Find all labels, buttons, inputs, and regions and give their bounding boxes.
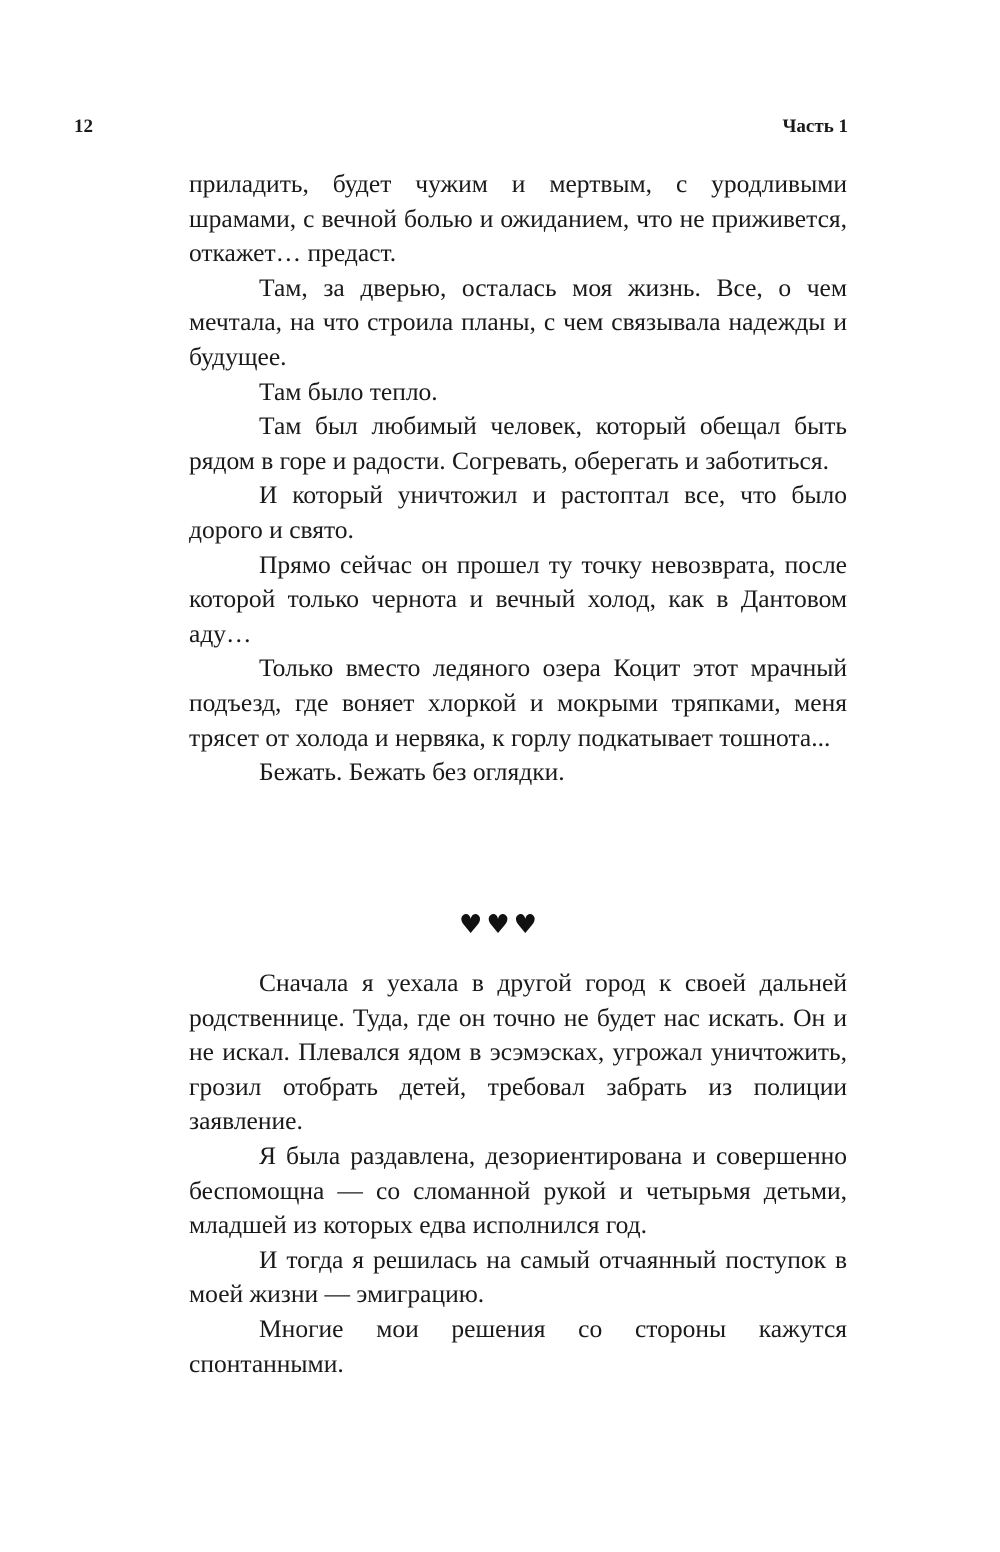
paragraph: Только вместо ледяного озера Коцит этот мрачный подъезд, где воняет хлоркой и мокрыми тряпками, меня трясет от холода и нервяка, к горлу подкатывает тошнота...	[189, 653, 847, 752]
running-section-title: Часть 1	[782, 116, 848, 137]
paragraph: И тогда я решилась на самый отчаянный поступок в моей жизни — эмиграцию.	[189, 1244, 847, 1309]
heart-icon: ♥	[459, 910, 487, 940]
section-separator	[0, 910, 1000, 940]
paragraph: И который уничтожил и растоптал все, что было дорого и свято.	[189, 480, 847, 544]
paragraph: Многие мои решения со стороны кажутся спонтанными.	[189, 1313, 847, 1378]
paragraph: Бежать. Бежать без оглядки.	[259, 757, 565, 787]
paragraph: приладить, будет чужим и мертвым, с уродливыми шрамами, с вечной болью и ожиданием, что не приживется, откажет… предаст.	[189, 169, 847, 268]
page-number: 12	[74, 116, 93, 137]
heart-icon: ♥	[486, 910, 514, 940]
paragraph: Там, за дверью, осталась моя жизнь. Все, о чем мечтала, на что строила планы, с чем связывала надежды и будущее.	[189, 272, 847, 371]
heart-icon: ♥	[513, 910, 541, 940]
text-block-top	[189, 167, 847, 790]
paragraph: Сначала я уехала в другой город к своей дальней родственнице. Туда, где он точно не будет нас искать. Он и не искал. Плевался ядом в эсэмэсках, угрожал уничтожить, грозил отобрать детей, требовал забрать из полиции заявление.	[189, 968, 847, 1136]
paragraph: Прямо сейчас он прошел ту точку невозврата, после которой только чернота и вечный холод, как в Дантовом аду…	[189, 549, 847, 648]
text-block-bottom	[189, 966, 847, 1381]
paragraph: Там было тепло.	[259, 376, 438, 406]
paragraph: Я была раздавлена, дезориентирована и совершенно беспомощна — со сломанной рукой и четырьмя детьми, младшей из которых едва исполнился год.	[189, 1140, 847, 1240]
paragraph: Там был любимый человек, который обещал быть рядом в горе и радости. Согревать, оберегать и заботиться.	[189, 411, 847, 475]
